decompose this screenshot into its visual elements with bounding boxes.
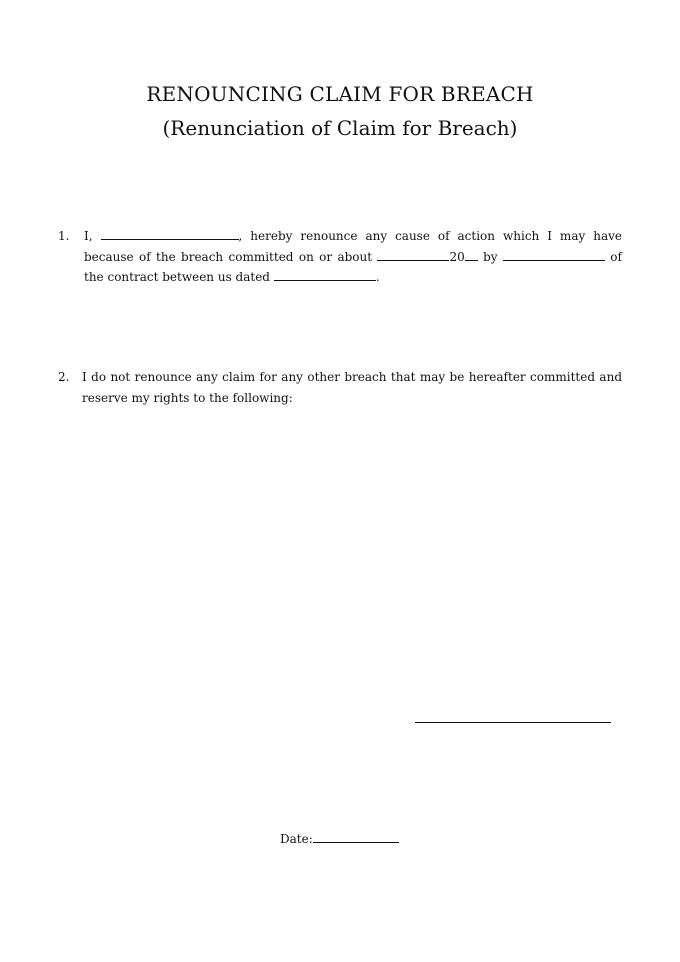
party-blank[interactable] <box>503 248 605 261</box>
clause-1-number: 1. <box>58 229 70 243</box>
clause-1-text-c: because of the breach committed on or about <box>84 249 373 264</box>
clause-1-line-3 <box>84 267 622 288</box>
year-prefix: 20 <box>449 249 465 264</box>
breach-date-blank[interactable] <box>377 248 449 261</box>
date-label: Date: <box>280 832 313 846</box>
document-title: RENOUNCING CLAIM FOR BREACH <box>146 82 534 106</box>
clause-2-number: 2. <box>58 370 70 384</box>
clause-1 <box>84 226 622 288</box>
clause-1-period: . <box>375 270 380 284</box>
signature-line[interactable] <box>415 722 611 723</box>
clause-1-text-by: by <box>483 249 498 264</box>
date-row <box>280 830 399 847</box>
clause-1-text-of: of <box>610 249 622 264</box>
name-blank[interactable] <box>101 227 239 240</box>
contract-date-blank[interactable] <box>274 268 376 281</box>
clause-1-line-2 <box>84 247 622 268</box>
year-blank[interactable] <box>465 248 478 261</box>
clause-1-text-d: the contract between us dated <box>84 270 270 284</box>
clause-1-line-1 <box>84 226 622 247</box>
clause-2-line-1: I do not renounce any claim for any other breach that may be hereafter committed and <box>82 370 622 384</box>
clause-2 <box>82 367 622 408</box>
document-subtitle: (Renunciation of Claim for Breach) <box>162 116 518 140</box>
clause-1-text-a: I, <box>84 229 93 243</box>
clause-1-text-b: , hereby renounce any cause of action which I may have <box>238 229 622 243</box>
date-blank[interactable] <box>313 830 399 843</box>
clause-2-line-2: reserve my rights to the following: <box>82 390 293 405</box>
